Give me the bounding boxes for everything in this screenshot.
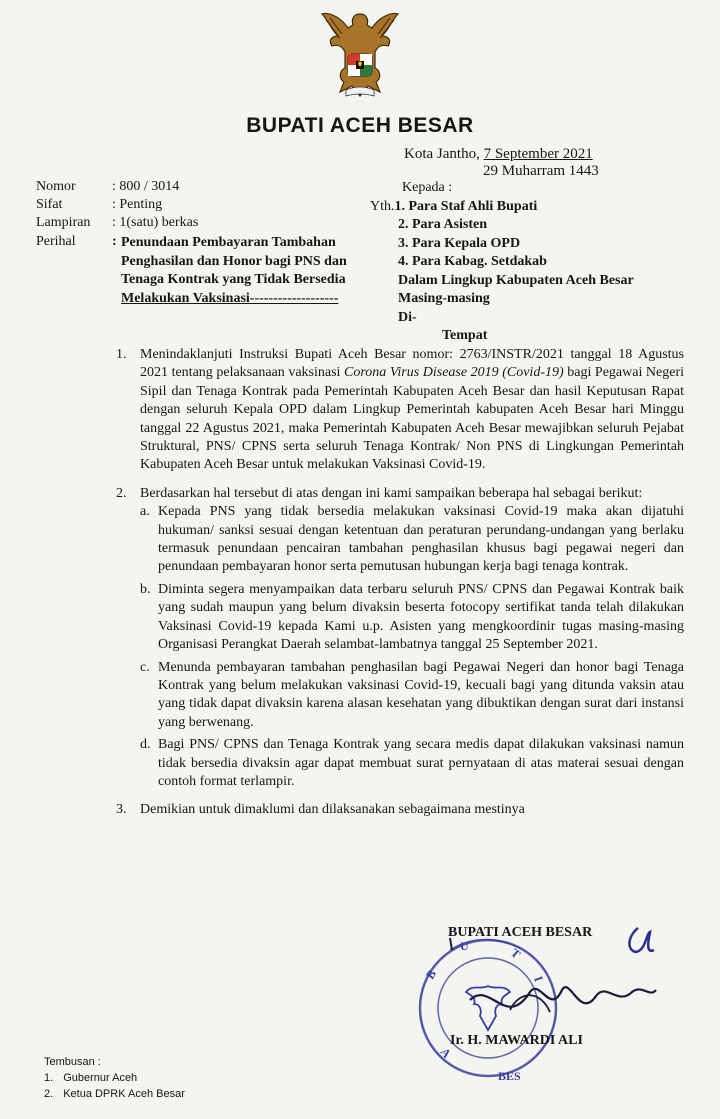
svg-text:B: B <box>422 967 440 982</box>
perihal-line: Penghasilan dan Honor bagi PNS dan <box>121 253 347 269</box>
letter-body <box>104 346 684 830</box>
body-item-1: 1. Menindaklanjuti Instruksi Bupati Aceh Besar nomor: 2763/INSTR/2021 tanggal 18 Agustus 2021 tentang pelaksanaan vaksinasi Corona Virus Disease 2019 (Covid-19) bagi Pegawai Negeri Sipil dan Tenaga Kontrak pada Pemerintah Kabupaten Aceh Besar dan hasil Keputusan Rapat dengan seluruh Kepala OPD dalam Lingkup Pemerintah kabupaten Aceh Besar hari Minggu tanggal 22 Agustus 2021, maka Pemerintah Kabupaten Aceh Besar mewajibkan seluruh Pejabat Struktural, PNS/ CPNS serta seluruh Tenaga Kontrak/ Non PNS di Lingkungan Pemerintah Kabupaten Aceh Besar untuk melakukan Vaksinasi Covid-19. <box>116 347 685 473</box>
svg-text:T: T <box>508 945 524 962</box>
letter-title: BUPATI ACEH BESAR <box>246 114 474 137</box>
body-item-3: 3. Demikian untuk dimaklumi dan dilaksanakan sebagaimana mestinya <box>116 802 525 818</box>
yth-label: Yth. <box>370 198 395 214</box>
sifat-value: Penting <box>119 197 163 212</box>
body-item-2: 2. Berdasarkan hal tersebut di atas dengan ini kami sampaikan beberapa hal sebagai berikut: a. Kepada PNS yang tidak bersedia melakukan vaksinasi Covid-19 maka akan dijatuhi hukuman/ sanksi sesuai dengan ketentuan dan peraturan perundang-undangan yang berlaku termasuk penundaan pencairan tambahan penghasilan khusus bagi pegawai negeri dan penundaan pembayaran honor serta pemutusan hubungan kerja bagi tenaga kontrak. b. Diminta segera menyampaikan data terbaru seluruh PNS/ CPNS dan Pegawai Kontrak baik yang sudah maupun yang belum divaksin beserta fotocopy sertifikat tanda telah dilakukan Vaksinasi Covid-19 kepada Kami u.p. Asisten yang mengkoordinir tugas masing-masing Organisasi Perangkat Daerah selambat-lambatnya tanggal 25 September 2021. c. Menunda pembayaran tambahan penghasilan bagi Pegawai Negeri dan honor bagi Tenaga Kontrak yang belum melakukan vaksinasi Covid-19, kecuali bagi yang ditunda vaksin atau yang tidak dapat divaksin karena alasan kesehatan yang dibuktikan dengan surat dari instansi yang berwenang. d. Bagi PNS/ CPNS dan Tenaga Kontrak yang secara medis dapat dilakukan vaksinasi namun tidak bersedia divaksin agar dapat membuat surat pernyataan di atas materai sesuai dengan contoh format terlampir. <box>104 485 684 792</box>
nomor-value: 800 / 3014 <box>119 179 180 194</box>
recipient-block <box>370 179 634 327</box>
body-item-text: Menindaklanjuti Instruksi Bupati Aceh Besar nomor: 2763/INSTR/2021 tanggal 18 Agustus 2021 tentang pelaksanaan vaksinasi Corona Virus Disease 2019 (Covid-19) bagi Pegawai Negeri Sipil dan Tenaga Kontrak pada Pemerintah Kabupaten Aceh Besar dan hasil Keputusan Rapat dengan seluruh Kepala OPD dalam Lingkup Pemerintah kabupaten Aceh Besar hari Minggu tanggal 22 Agustus 2021, maka Pemerintah Kabupaten Aceh Besar mewajibkan seluruh Pejabat Struktural, PNS/ CPNS serta seluruh Tenaga Kontrak/ Non PNS di Lingkungan Pemerintah Kabupaten Aceh Besar untuk melakukan Vaksinasi Covid-19. <box>140 347 685 473</box>
perihal-line: Penundaan Pembayaran Tambahan <box>121 235 336 250</box>
perihal-line: Melakukan Vaksinasi------------------- <box>121 290 339 306</box>
sub-item-d: d. Bagi PNS/ CPNS dan Tenaga Kontrak yang secara medis dapat dilakukan vaksinasi namun tidak bersedia divaksin agar dapat membuat surat pernyataan di atas materai sesuai dengan contoh format terlampir. <box>140 737 684 789</box>
sub-item-text: Kepada PNS yang tidak bersedia melakukan vaksinasi Covid-19 maka akan dijatuhi hukuman/ sanksi sesuai dengan ketentuan dan peraturan perundang-undangan yang berlaku termasuk penundaan pencairan tambahan penghasilan khusus bagi pegawai negeri dan penundaan pembayaran honor serta pemutusan hubungan kerja bagi tenaga kontrak. <box>158 504 684 575</box>
lampiran-value: 1(satu) berkas <box>119 215 199 230</box>
tembusan-label: Tembusan : <box>44 1056 101 1068</box>
sub-item-b: b. Diminta segera menyampaikan data terbaru seluruh PNS/ CPNS dan Pegawai Kontrak baik yang sudah maupun yang belum divaksin beserta fotocopy sertifikat tanda telah dilakukan Vaksinasi Covid-19 kepada Kami u.p. Asisten yang mengkoordinir tugas masing-masing Organisasi Perangkat Daerah selambat-lambatnya tanggal 25 September 2021. <box>140 581 684 653</box>
signatory-title: BUPATI ACEH BESAR <box>448 925 593 940</box>
body-item-text: Demikian untuk dimaklumi dan dilaksanakan sebagaimana mestinya <box>140 802 525 818</box>
recipient-line: Masing-masing <box>398 291 490 306</box>
sub-item-text: Diminta segera menyampaikan data terbaru seluruh PNS/ CPNS dan Pegawai Kontrak baik yang sudah maupun yang belum divaksin beserta fotocopy sertifikat tanda telah dilakukan Vaksinasi Covid-19 kepada Kami u.p. Asisten yang mengkoordinir tugas masing-masing Organisasi Perangkat Daerah selambat-lambatnya tanggal 25 September 2021. <box>158 581 684 653</box>
date-gregorian: 7 September 2021 <box>483 146 593 162</box>
kepada-label: Kepada : <box>402 180 453 195</box>
date-place: Kota Jantho, <box>404 146 484 162</box>
svg-text:A: A <box>437 1044 455 1061</box>
recipient-line: Dalam Lingkup Kabupaten Aceh Besar <box>398 272 634 288</box>
recipient-line: 2. Para Asisten <box>398 217 488 232</box>
nomor-label: Nomor <box>36 179 76 194</box>
svg-text:I: I <box>531 974 546 984</box>
tembusan-item: 2. Ketua DPRK Aceh Besar <box>44 1088 185 1100</box>
garuda-emblem-icon <box>318 6 402 102</box>
svg-text:U: U <box>460 939 469 953</box>
recipient-line: 1. Para Staf Ahli Bupati <box>394 198 538 214</box>
tembusan-item: 1. Gubernur Aceh <box>44 1072 138 1084</box>
sub-item-text: Bagi PNS/ CPNS dan Tenaga Kontrak yang secara medis dapat dilakukan vaksinasi namun tidak bersedia divaksin agar dapat membuat surat pernyataan di atas materai sesuai dengan contoh format terlampir. <box>158 737 684 789</box>
perihal-line: Tenaga Kontrak yang Tidak Bersedia <box>121 272 346 287</box>
recipient-line: 4. Para Kabag. Setdakab <box>398 254 547 269</box>
sub-item-a: a. Kepada PNS yang tidak bersedia melakukan vaksinasi Covid-19 maka akan dijatuhi hukuman/ sanksi sesuai dengan ketentuan dan peraturan perundang-undangan yang berlaku termasuk penundaan pencairan tambahan penghasilan khusus bagi pegawai negeri dan penundaan pembayaran honor serta pemutusan hubungan kerja bagi tenaga kontrak. <box>140 504 684 575</box>
svg-text:BES: BES <box>498 1069 521 1083</box>
tempat-label: Tempat <box>442 328 488 343</box>
signatory-name: Ir. H. MAWARDI ALI <box>450 1033 583 1048</box>
perihal-text <box>121 234 373 308</box>
perihal-label: Perihal <box>36 234 76 249</box>
tembusan-block <box>44 1054 185 1102</box>
official-stamp-icon <box>410 920 670 1090</box>
sub-item-c: c. Menunda pembayaran tambahan penghasilan bagi Pegawai Negeri dan honor bagi Tenaga Kontrak yang belum melakukan vaksinasi Covid-19, kecuali bagi yang ditunda vaksin atau yang tidak dapat divaksin karena alasan kesehatan yang dibuktikan dengan surat dari instansi yang berwenang. <box>140 659 684 730</box>
lampiran-label: Lampiran <box>36 215 91 230</box>
date-hijri: 29 Muharram 1443 <box>483 163 599 179</box>
date-line <box>404 146 593 163</box>
recipient-line: 3. Para Kepala OPD <box>398 235 521 251</box>
recipient-line: Di- <box>398 309 417 325</box>
body-item-text: Berdasarkan hal tersebut di atas dengan ini kami sampaikan beberapa hal sebagai berikut: <box>140 485 643 501</box>
sifat-label: Sifat <box>36 197 63 212</box>
sub-item-text: Menunda pembayaran tambahan penghasilan bagi Pegawai Negeri dan honor bagi Tenaga Kontrak yang belum melakukan vaksinasi Covid-19, kecuali bagi yang ditunda vaksin atau yang tidak dapat divaksin karena alasan kesehatan yang dibuktikan dengan surat dari instansi yang berwenang. <box>158 659 684 730</box>
